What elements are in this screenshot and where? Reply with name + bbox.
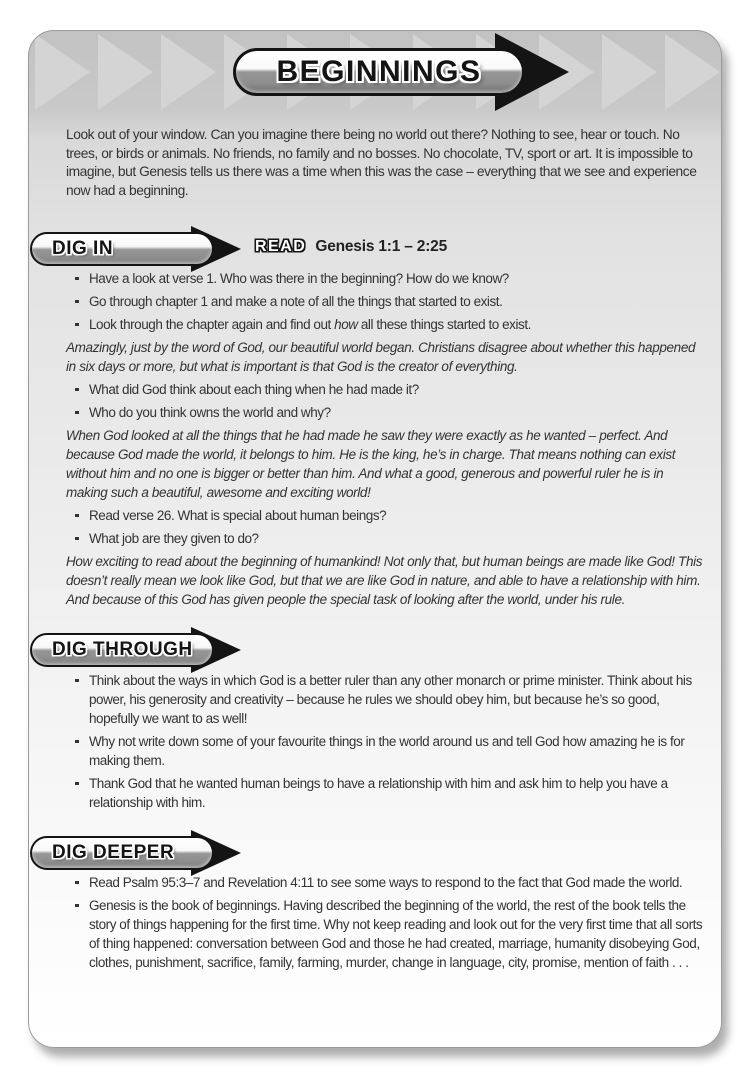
list-item: Who do you think owns the world and why? <box>74 403 706 422</box>
dig-deeper-pill <box>30 836 214 870</box>
read-reference: Genesis 1:1 – 2:25 <box>315 238 448 255</box>
intro-paragraph: Look out of your window. Can you imagine there being no world out there? Nothing to see, hear or touch. No trees, or birds or animals. No friends, no family and no bosses. No chocolate, TV, sport or art. It is impossible to imagine, but Genesis tells us there was a time when this was the case – everything that we see and experience now had a beginning. <box>66 127 697 198</box>
read-label: READ <box>255 238 307 255</box>
dig-in-banner-row <box>29 226 722 272</box>
dig-deeper-banner-row <box>29 830 722 876</box>
title-pill <box>233 48 525 96</box>
list-item-text: all these things started to exist. <box>357 317 531 332</box>
list-item: Genesis is the book of beginnings. Having described the beginning of the world, the rest of the book tells the story of things happening for the first time. Why not keep reading and look out for the very first time that all sorts of thing happened: conversation between God and those he had created, marriage, humanity disobeying God, clothes, punishment, sacrifice, family, farming, murder, change in language, city, promise, mention of faith . . . <box>74 896 706 972</box>
list-item-text: Look through the chapter again and find out <box>89 317 335 332</box>
dig-through-content <box>66 671 706 812</box>
list-item: Think about the ways in which God is a better ruler than any other monarch or prime minister. Think about his power, his generosity and creativity – because he rules we should obey him, but because he’s so good, hopefully we want to as well! <box>74 671 706 728</box>
emphasized-word: how <box>334 317 358 332</box>
note-paragraph: How exciting to read about the beginning of humankind! Not only that, but human beings are made like God! This doesn’t really mean we look like God, but that we are like God in nature, and able to have a relationship with him. And because of this God has given people the special task of looking after the world, under his rule. <box>66 554 703 607</box>
dig-in-content <box>66 269 706 613</box>
list-item: Why not write down some of your favourite things in the world around us and tell God how amazing he is for making them. <box>74 732 706 770</box>
triangle-arrow-icon <box>161 34 216 110</box>
dig-through-banner-row <box>29 627 722 673</box>
triangle-arrow-icon <box>35 34 90 110</box>
note-paragraph: Amazingly, just by the word of God, our beautiful world began. Christians disagree about whether this happened in six days or more, but what is important is that God is the creator of everything. <box>66 340 696 374</box>
list-item: Thank God that he wanted human beings to have a relationship with him and ask him to help you have a relationship with him. <box>74 774 706 812</box>
note-paragraph: When God looked at all the things that he had made he saw they were exactly as he wanted – perfect. And because God made the world, it belongs to him. He is the king, he’s in charge. That means nothing can exist without him and no one is bigger or better than him. And what a good, generous and powerful ruler he is in making such a beautiful, awesome and exciting world! <box>66 428 676 500</box>
title-banner <box>233 33 569 111</box>
dig-in-pill <box>30 232 214 266</box>
dig-through-pill <box>30 633 214 667</box>
bullet-list <box>66 269 706 334</box>
dig-deeper-content <box>66 873 706 972</box>
section-banner-dig-in <box>29 226 269 272</box>
section-banner-dig-through <box>29 627 269 673</box>
section-title-dig-deeper: DIG DEEPER <box>52 842 175 863</box>
bullet-list <box>66 380 706 422</box>
bullet-list <box>66 873 706 972</box>
list-item: Have a look at verse 1. Who was there in the beginning? How do we know? <box>74 269 706 288</box>
list-item: Read Psalm 95:3–7 and Revelation 4:11 to see some ways to respond to the fact that God made the world. <box>74 873 706 892</box>
list-item <box>74 315 706 334</box>
list-item: What did God think about each thing when he had made it? <box>74 380 706 399</box>
triangle-arrow-icon <box>665 34 720 110</box>
triangle-arrow-icon <box>602 34 657 110</box>
bullet-list <box>66 671 706 812</box>
section-title-dig-through: DIG THROUGH <box>52 639 193 660</box>
section-title-dig-in: DIG IN <box>52 238 114 259</box>
section-banner-dig-deeper <box>29 830 269 876</box>
list-item: Read verse 26. What is special about human beings? <box>74 506 706 525</box>
list-item: What job are they given to do? <box>74 529 706 548</box>
triangle-arrow-icon <box>98 34 153 110</box>
list-item: Go through chapter 1 and make a note of all the things that started to exist. <box>74 292 706 311</box>
read-instruction <box>255 238 447 256</box>
worksheet-card <box>28 30 722 1048</box>
bullet-list <box>66 506 706 548</box>
page-title: BEGINNINGS <box>276 55 482 88</box>
